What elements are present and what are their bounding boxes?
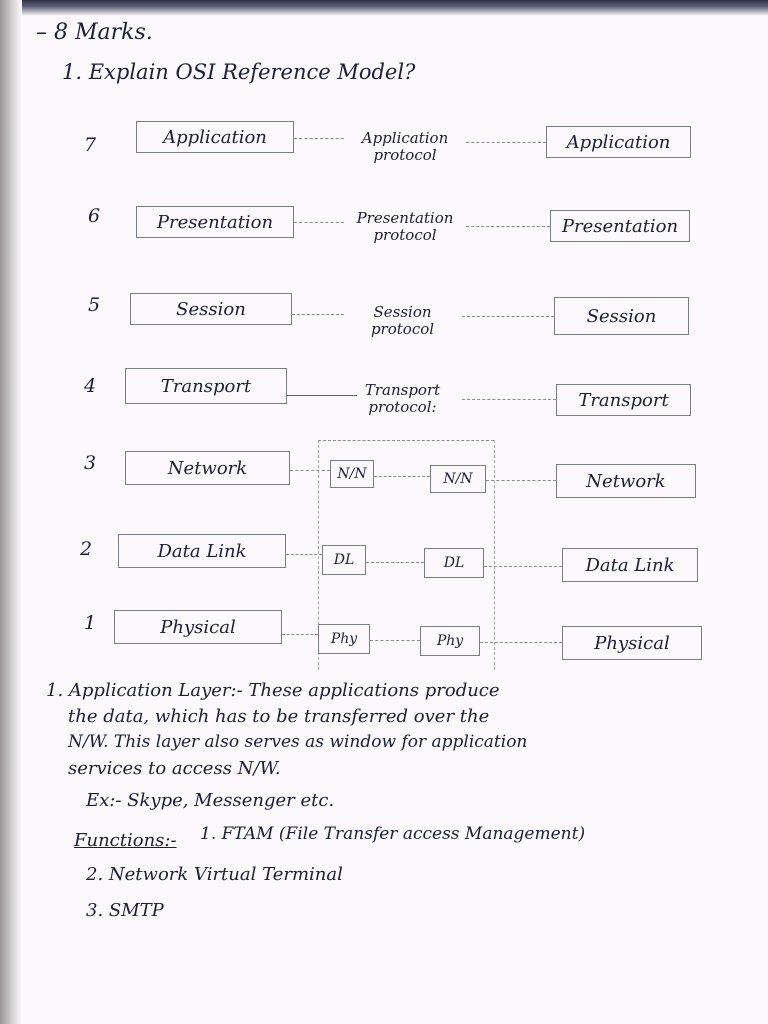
peer-line <box>290 470 330 471</box>
left-layer-box: Network <box>125 451 290 485</box>
left-layer-box: Data Link <box>118 534 286 568</box>
peer-line <box>286 554 322 555</box>
notebook-binding-edge <box>0 0 22 1024</box>
right-layer-box: Data Link <box>562 548 698 582</box>
router-outline <box>494 440 495 670</box>
right-layer-box: Application <box>546 126 691 158</box>
example-line: Ex:- Skype, Messenger etc. <box>86 790 335 811</box>
right-layer-box: Network <box>556 464 696 498</box>
note-line: the data, which has to be transferred over the <box>68 706 490 727</box>
right-layer-box: Session <box>554 297 689 335</box>
left-layer-box: Session <box>130 293 292 325</box>
note-line: 1. Application Layer:- These applications produce <box>46 680 500 701</box>
peer-line <box>374 476 430 477</box>
router-physical-box: Phy <box>318 624 370 654</box>
function-item: 3. SMTP <box>86 900 164 921</box>
protocol-label: Application protocol <box>361 129 449 164</box>
peer-line <box>287 395 357 396</box>
layer-number: 1 <box>84 612 97 634</box>
peer-line <box>466 226 550 227</box>
right-layer-box: Physical <box>562 626 702 660</box>
left-layer-box: Transport <box>125 368 287 404</box>
peer-line <box>466 142 546 143</box>
peer-line <box>462 399 556 400</box>
function-item: 2. Network Virtual Terminal <box>86 864 343 885</box>
peer-line <box>366 562 424 563</box>
right-layer-box: Transport <box>556 384 691 416</box>
question-title: 1. Explain OSI Reference Model? <box>62 60 416 84</box>
peer-line <box>370 640 420 641</box>
peer-line <box>282 634 318 635</box>
peer-line <box>292 314 344 315</box>
peer-line <box>486 480 556 481</box>
layer-number: 4 <box>84 375 97 397</box>
note-line: N/W. This layer also serves as window for application <box>68 732 528 752</box>
router-network-box: N/N <box>430 465 486 493</box>
layer-number: 6 <box>88 205 101 227</box>
protocol-label: Session protocol <box>370 303 435 338</box>
peer-line <box>294 222 344 223</box>
peer-line <box>480 642 562 643</box>
functions-label: Functions:- <box>74 830 177 851</box>
marks-heading: – 8 Marks. <box>36 20 153 45</box>
peer-line <box>484 566 562 567</box>
router-network-box: N/N <box>330 460 374 488</box>
router-outline <box>318 440 494 441</box>
peer-line <box>294 138 344 139</box>
protocol-label: Presentation protocol <box>356 209 454 244</box>
right-layer-box: Presentation <box>550 210 690 242</box>
peer-line <box>462 316 554 317</box>
left-layer-box: Physical <box>114 610 282 644</box>
router-datalink-box: DL <box>322 545 366 575</box>
protocol-label: Transport protocol: <box>364 381 441 416</box>
page-top-shadow <box>22 0 768 16</box>
layer-number: 5 <box>88 294 101 316</box>
router-datalink-box: DL <box>424 548 484 578</box>
layer-number: 7 <box>84 134 97 156</box>
note-line: services to access N/W. <box>68 758 281 779</box>
layer-number: 2 <box>80 538 93 560</box>
layer-number: 3 <box>84 452 97 474</box>
left-layer-box: Presentation <box>136 206 294 238</box>
left-layer-box: Application <box>136 121 294 153</box>
router-physical-box: Phy <box>420 626 480 656</box>
function-item: 1. FTAM (File Transfer access Management) <box>200 824 586 844</box>
